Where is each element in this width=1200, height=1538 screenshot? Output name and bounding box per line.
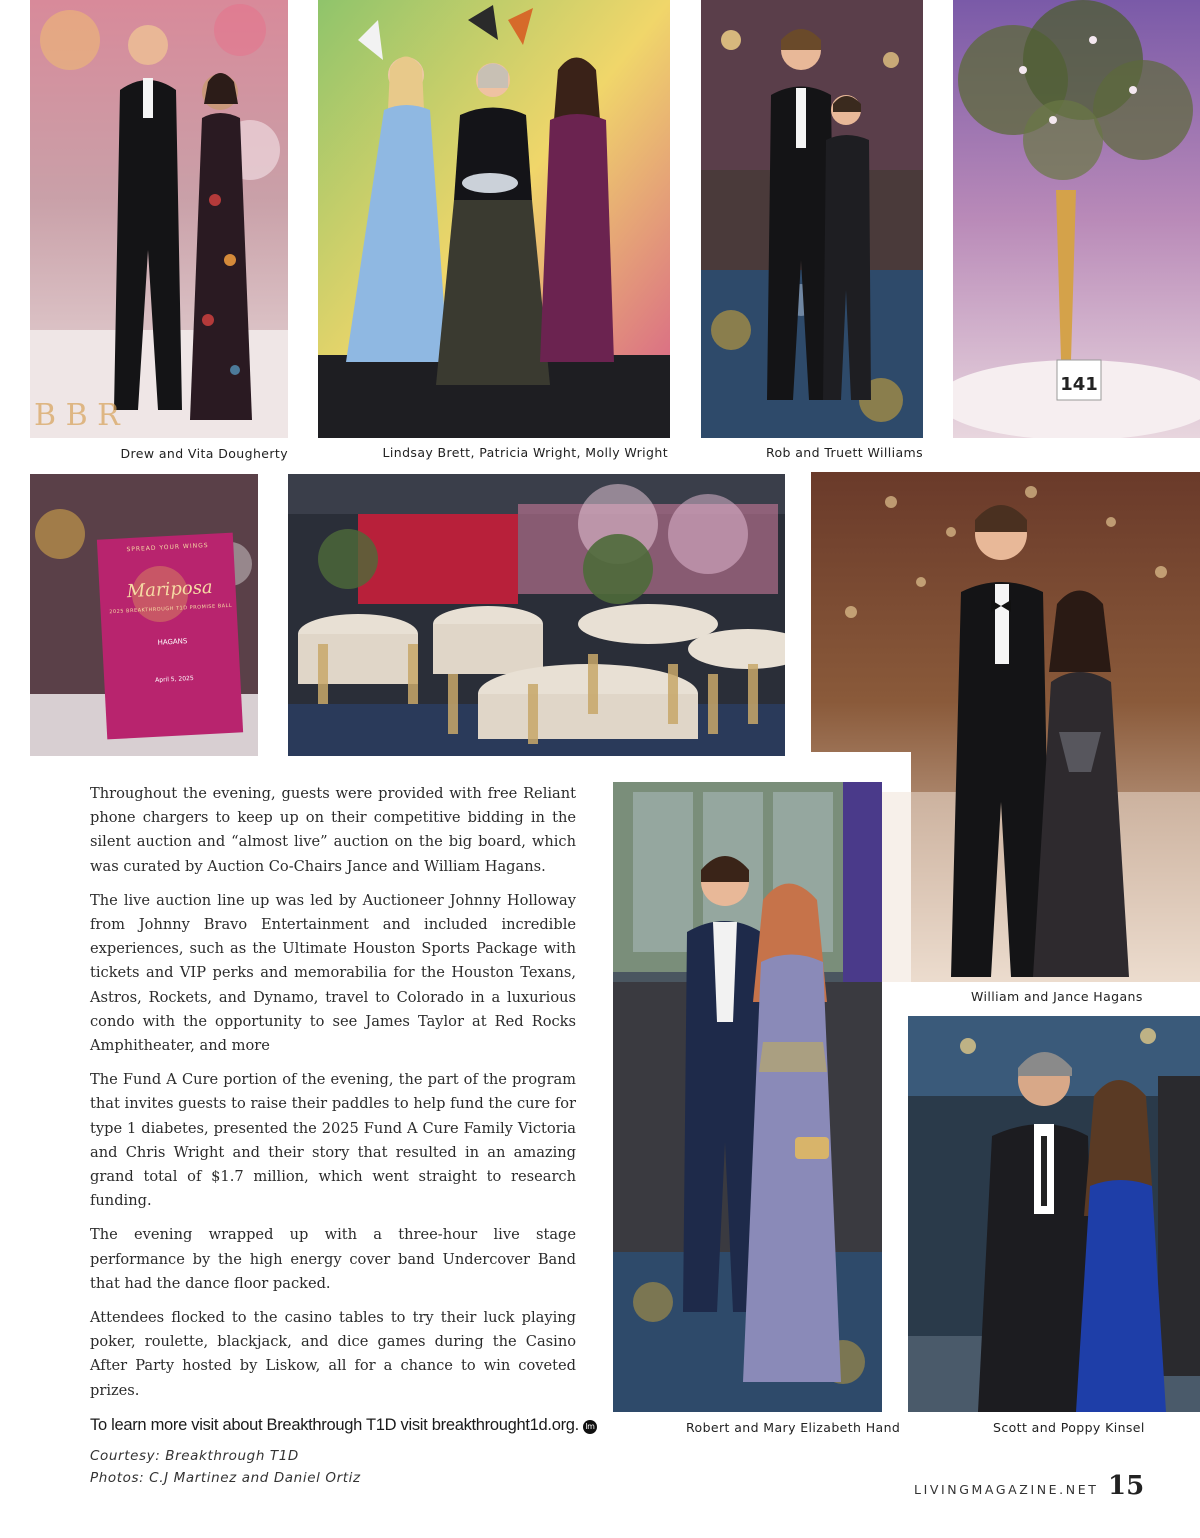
learn-more-link[interactable]: To learn more visit about Breakthrough T1D visit breakthrought1d.org. xyxy=(90,1415,579,1434)
article-paragraph: Throughout the evening, guests were provided with free Reliant phone chargers to keep up on their competitive bidding in the silent auction and “almost live” auction on the big board, which was curated by Auction Co-Chairs Jance and William Hagans. xyxy=(90,785,576,875)
photo-caption: Robert and Mary Elizabeth Hand xyxy=(686,1420,901,1435)
courtesy-credit: Courtesy: Breakthrough T1D xyxy=(90,1448,299,1465)
svg-text:B B R: B B R xyxy=(34,398,120,433)
photo-drew-vita-dougherty xyxy=(30,0,288,438)
photo-robert-mary-elizabeth-hand xyxy=(613,782,882,1412)
photo-caption: William and Jance Hagans xyxy=(971,989,1143,1004)
article-body xyxy=(90,782,595,1489)
photographer-credit: Photos: C.J Martinez and Daniel Ortiz xyxy=(90,1470,361,1487)
program-top-text: SPREAD YOUR WINGS xyxy=(126,541,209,554)
photo-ballroom xyxy=(288,474,785,756)
learn-more-line xyxy=(90,1413,595,1437)
program-sponsor: HAGANS xyxy=(157,637,188,647)
program-card-text xyxy=(104,541,237,686)
photo-caption: Drew and Vita Dougherty xyxy=(120,446,288,461)
living-magazine-logo: lm xyxy=(583,1420,597,1434)
article-paragraph: Attendees flocked to the casino tables to try their luck playing poker, roulette, blackjack, and dice games during the Casino After Party hosted by Liskow, all for a chance to win coveted prizes. xyxy=(90,1309,576,1399)
page-number: 15 xyxy=(1108,1471,1145,1501)
article-paragraph: The Fund A Cure portion of the evening, the part of the program that invites guests to raise their paddles to help fund the cure for type 1 diabetes, presented the 2025 Fund A Cure Family Victoria and Chris Wright and their story that resulted in an amazing grand total of $1.7 million, which went straight to research funding. xyxy=(90,1071,576,1210)
program-script-title: Mariposa xyxy=(126,576,214,603)
photo-program-card xyxy=(30,474,258,756)
photo-caption: Lindsay Brett, Patricia Wright, Molly Wright xyxy=(382,445,668,460)
photo-credits xyxy=(90,1445,576,1489)
article-paragraph: The live auction line up was led by Auctioneer Johnny Holloway from Johnny Bravo Entertainment and included incredible experiences, such as the Ultimate Houston Sports Package with tickets and VIP perks and memorabilia for the Houston Texans, Astros, Rockets, and Dynamo, travel to Colorado in a luxurious condo with the opportunity to see James Taylor at Red Rocks Amphitheater, and more xyxy=(90,891,576,1055)
photo-scott-poppy-kinsel xyxy=(908,1016,1200,1412)
footer-website[interactable]: LIVINGMAGAZINE.NET xyxy=(914,1482,1099,1497)
photo-rob-truett-williams xyxy=(701,0,923,438)
table-number: 141 xyxy=(1060,374,1098,395)
program-subtitle: 2025 BREAKTHROUGH T1D PROMISE BALL xyxy=(109,602,233,616)
photo-centerpiece-table xyxy=(953,0,1200,438)
photo-brett-wright-wright xyxy=(318,0,670,438)
article-paragraph: The evening wrapped up with a three-hour live stage performance by the high energy cover band Undercover Band that had the dance floor packed. xyxy=(90,1226,576,1292)
program-date: April 5, 2025 xyxy=(155,674,194,684)
photo-caption: Scott and Poppy Kinsel xyxy=(993,1420,1145,1435)
photo-caption: Rob and Truett Williams xyxy=(765,445,923,460)
